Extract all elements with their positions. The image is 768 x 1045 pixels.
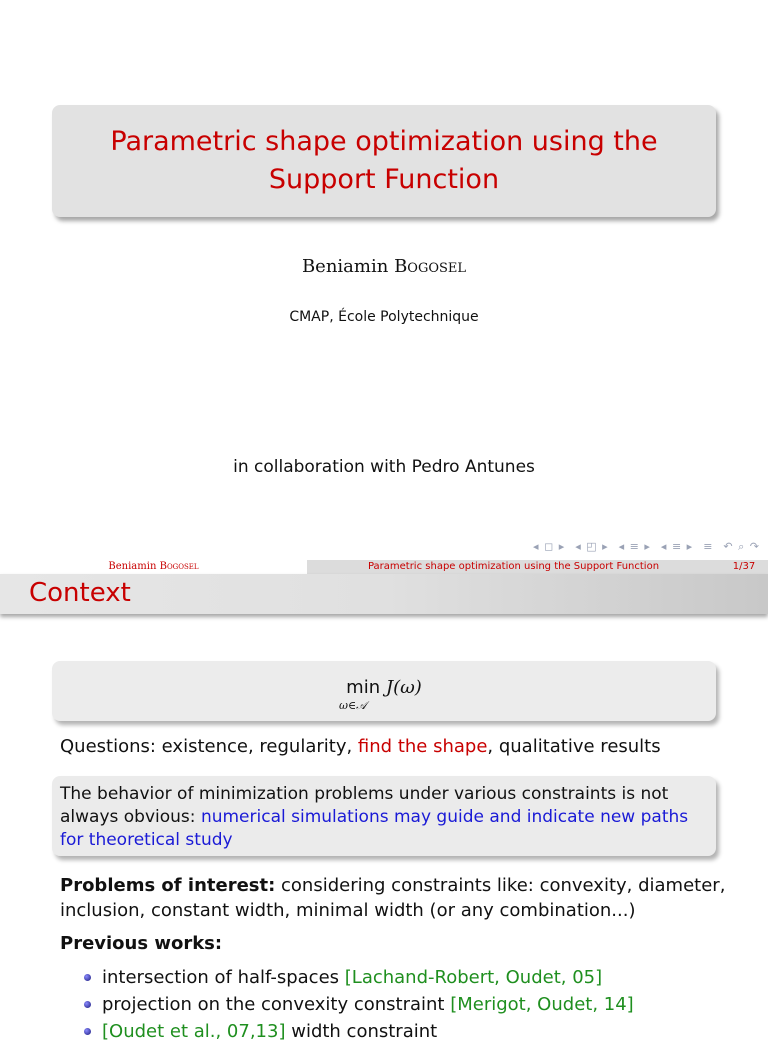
formula [52,677,716,712]
author-name [0,256,768,277]
list-item [80,964,634,991]
problems-text: considering constraints like: convexity, diameter, inclusion, constant width, minimal width (or any combination...) [60,875,726,921]
nav-frame-icon[interactable]: ◂ ◰ ▸ [575,540,609,553]
beamer-navigation [533,540,760,554]
questions-suffix: , qualitative results [487,736,661,757]
formula-function: J(ω) [385,677,422,698]
formula-subscript: ω∈𝒜 [339,699,367,712]
problems-paragraph [60,873,750,923]
formula-block [52,661,716,721]
questions-line [60,736,661,757]
nav-align-icon[interactable]: ≡ [703,540,714,553]
collaboration-note: in collaboration with Pedro Antunes [233,457,535,477]
remark-plain: The behavior of minimization problems under various constraints is not always obvious: [60,784,669,827]
formula-operator: min [346,677,381,698]
slide-footer [0,560,768,574]
reference-text: intersection of half-spaces [102,967,345,988]
reference-text: projection on the convexity constraint [102,994,451,1015]
footer-author-first: Beniamin [108,561,157,572]
bullet-icon [84,1001,91,1008]
questions-prefix: Questions: existence, regularity, [60,736,358,757]
questions-highlight: find the shape [357,736,488,757]
title-block [52,105,716,217]
nav-slide-icon[interactable]: ◂ ◻ ▸ [533,540,566,553]
list-item [80,991,634,1018]
author-first-name: Beniamin [301,256,389,277]
nav-search-icon[interactable]: ↶ ⌕ ↷ [723,540,760,553]
bullet-icon [84,1028,91,1035]
problems-label: Problems of interest: [60,875,276,896]
remark-block [52,776,716,856]
reference-citation[interactable]: [Oudet et al., 07,13] [102,1021,286,1042]
reference-citation[interactable]: [Merigot, Oudet, 14] [450,994,634,1015]
author-last-name: Bogosel [394,256,467,277]
footer-author-last: Bogosel [159,561,199,572]
reference-citation[interactable]: [Lachand-Robert, Oudet, 05] [344,967,603,988]
reference-text: width constraint [291,1021,438,1042]
list-item [80,1018,634,1045]
nav-section-icon[interactable]: ◂ ≡ ▸ [660,540,694,553]
institute: CMAP, École Polytechnique [289,309,479,325]
frame-title: Context [29,578,131,608]
remark-text [60,783,710,852]
footer-author [0,560,307,574]
bullet-icon [84,974,91,981]
previous-works-label: Previous works: [60,933,223,954]
footer-page-number: 1/37 [720,560,768,574]
remark-highlight: numerical simulations may guide and indicate new paths for theoretical study [60,807,689,850]
references-list [80,964,634,1045]
frame-title-bar [0,574,768,614]
nav-subsection-icon[interactable]: ◂ ≡ ▸ [618,540,651,553]
footer-title: Parametric shape optimization using the Support Function [307,560,720,574]
presentation-title: Parametric shape optimization using the Support Function [110,126,658,195]
